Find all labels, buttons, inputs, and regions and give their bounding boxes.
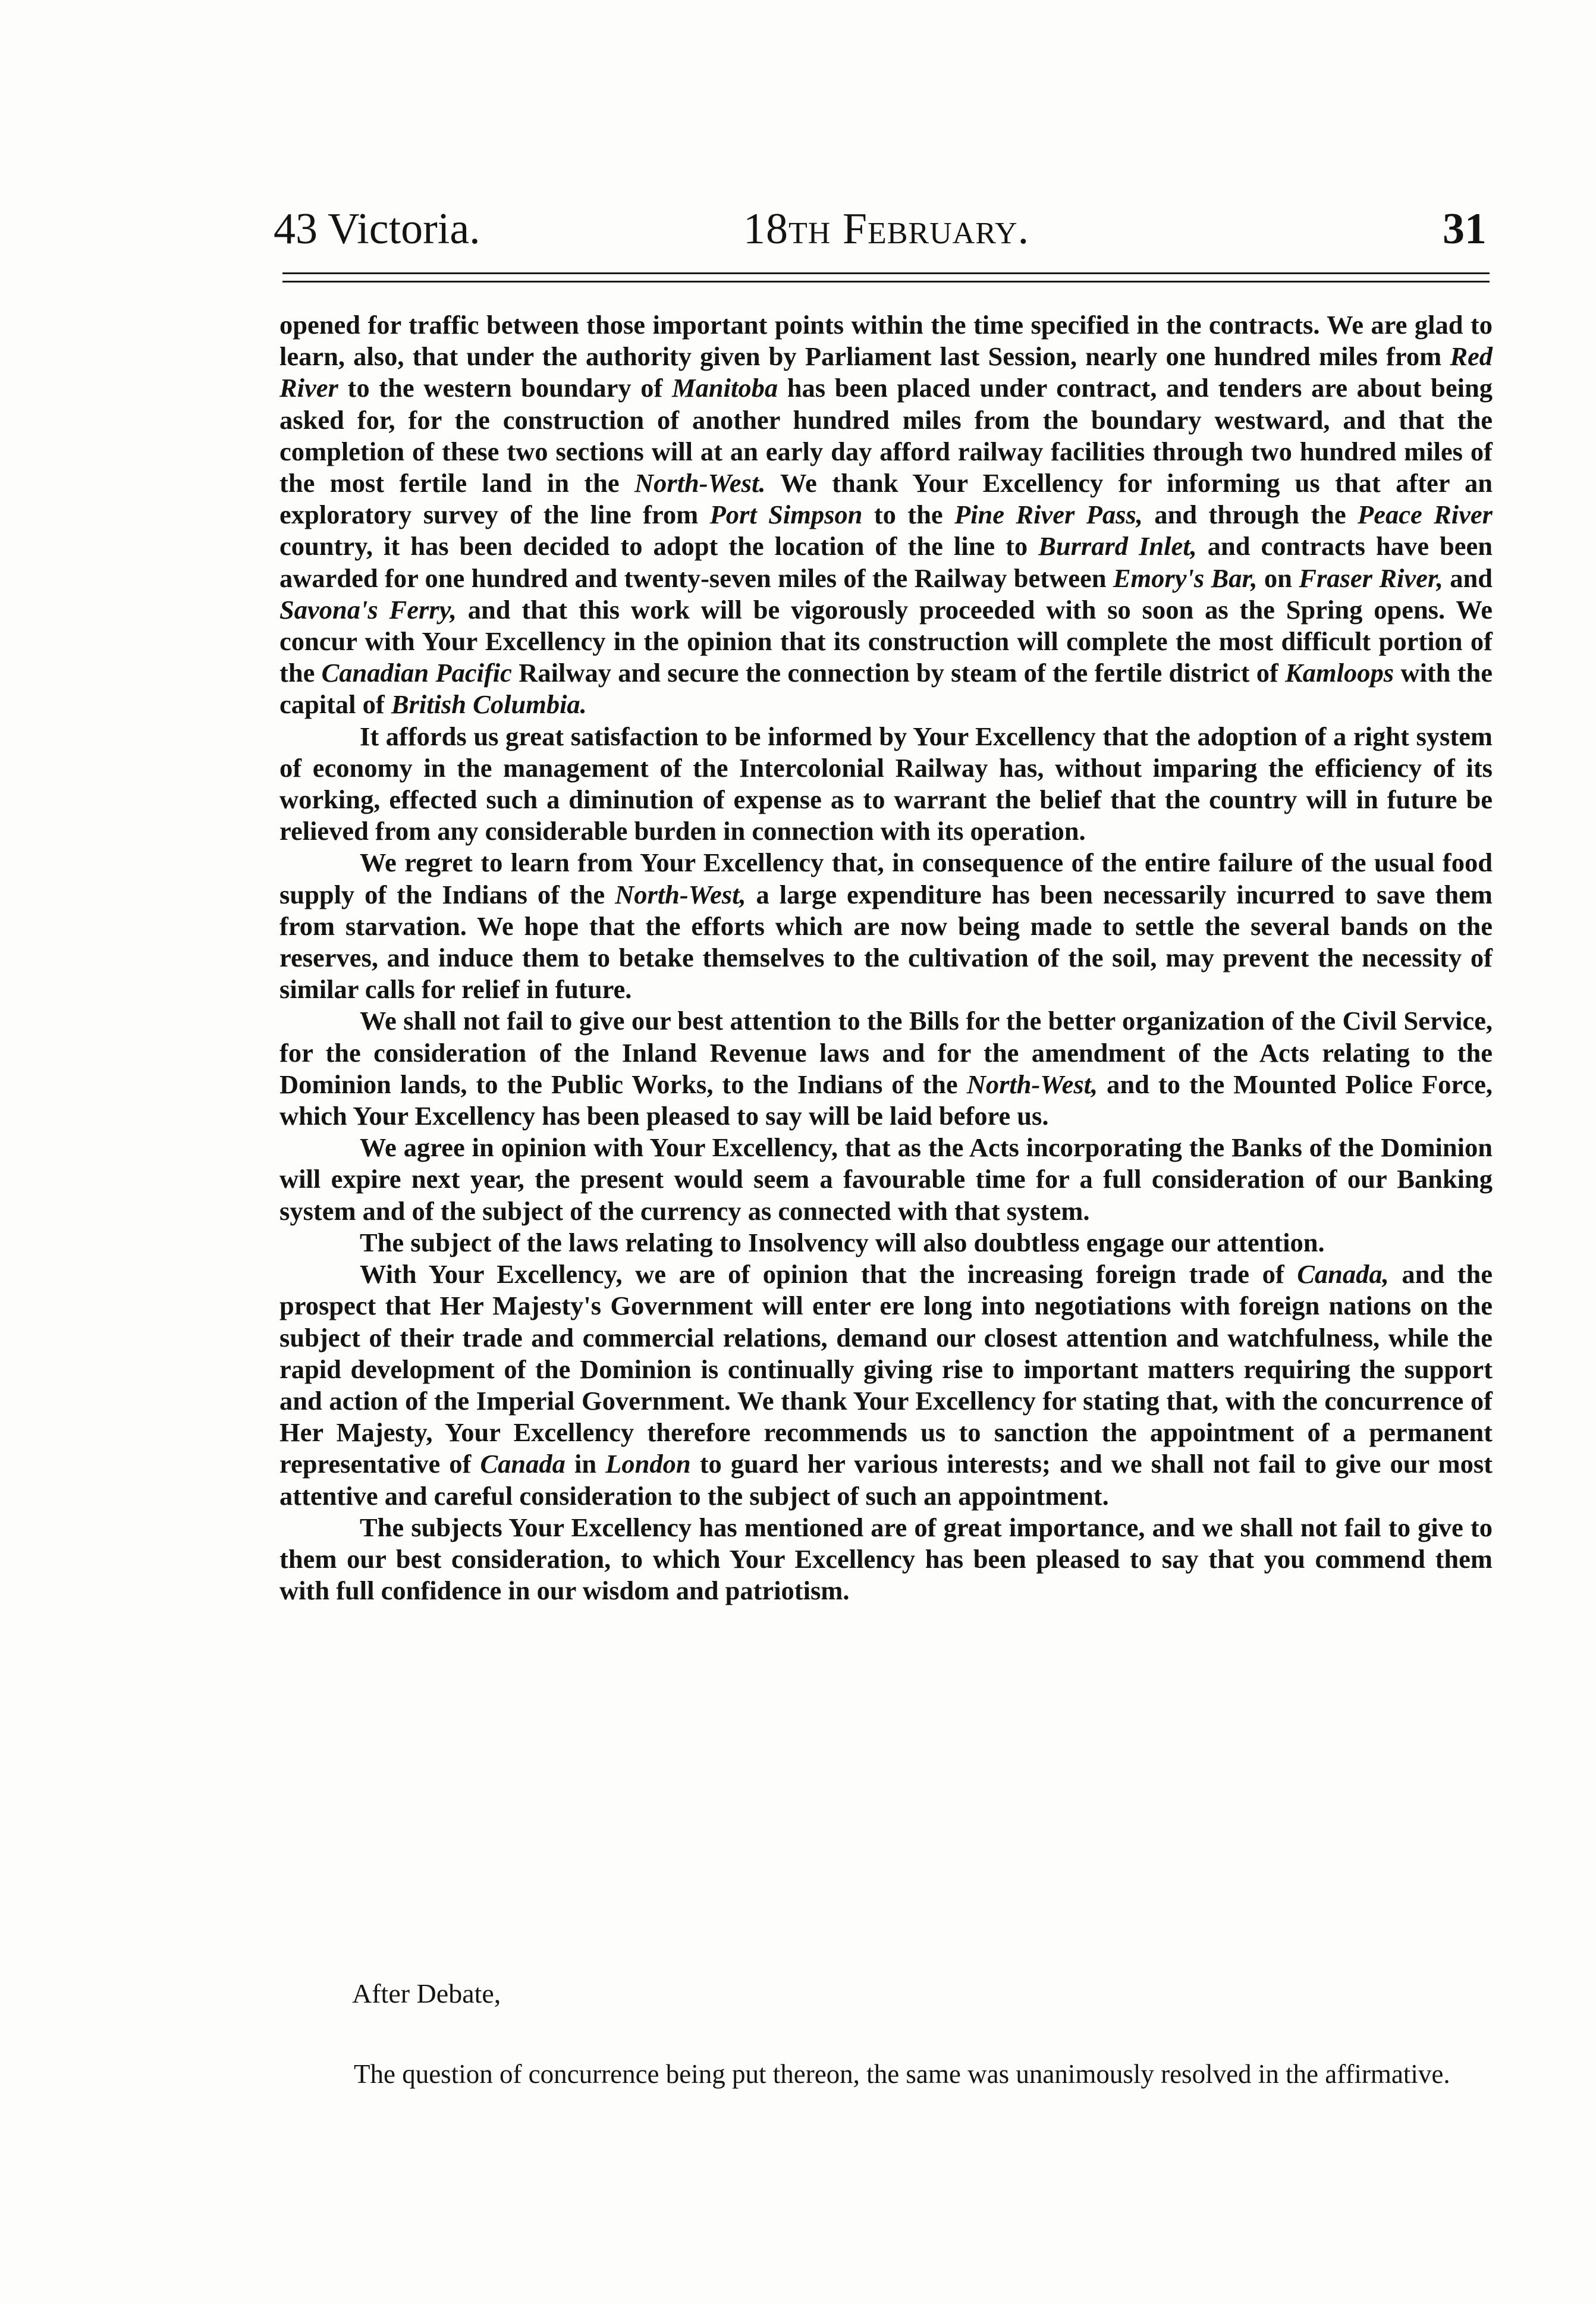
italic-place-name: Canada	[480, 1449, 565, 1479]
paragraph-text: We shall not fail to give our best attention to the Bills for the better organization of the Civil Service, for the consideration of the Inland Revenue laws and for the amendment of the Acts relating to the Dominion lands, to the Public Works, to the Indians of the	[279, 1006, 1493, 1099]
header-rule-bottom	[282, 281, 1490, 283]
body-paragraph	[279, 309, 1493, 721]
body-paragraph	[279, 1227, 1493, 1259]
italic-place-name: Emory's Bar,	[1113, 563, 1258, 593]
italic-place-name: North-West,	[615, 879, 746, 909]
italic-place-name: Pine River Pass,	[954, 500, 1143, 530]
italic-place-name: British Columbia.	[391, 689, 587, 720]
paragraph-text: opened for traffic between those important points within the time specified in the contracts. We are glad to learn, also, that under the authority given by Parliament last Session, nearly one hundred miles from	[279, 310, 1493, 372]
header-session: 43 Victoria.	[274, 205, 480, 253]
body-paragraph	[279, 1512, 1493, 1607]
paragraph-text: We regret to learn from Your Excellency that, in consequence of the entire failure of the usual food supply of the Indians of the	[279, 848, 1493, 909]
paragraph-text: a large expenditure has been necessarily incurred to save them from starvation. We hope that the efforts which are now being made to settle the several bands on the reserves, and induce them to betake themselves to the cultivation of the soil, may prevent the necessity of similar calls for relief in future.	[279, 879, 1493, 1005]
italic-place-name: North-West.	[634, 468, 766, 498]
italic-place-name: North-West,	[966, 1069, 1098, 1099]
paragraph-text: and that this work will be vigorously proceeded with so soon as the Spring opens. We concur with Your Excellency in the opinion that its construction will complete the most difficult portion of the	[279, 594, 1493, 688]
address-body	[279, 309, 1493, 1607]
paragraph-text: With Your Excellency, we are of opinion that the increasing foreign trade of	[360, 1259, 1297, 1289]
italic-place-name: Red River	[279, 341, 1493, 403]
header-date	[743, 196, 1029, 262]
header-date-text: 18th February.	[743, 205, 1030, 253]
body-paragraph	[279, 1132, 1493, 1227]
closing-resolution: The question of concurrence being put thereon, the same was unanimously resolved in the affirmative.	[354, 2059, 1450, 2089]
page-header	[274, 196, 1487, 262]
paragraph-text: and contracts have been awarded for one hundred and twenty-seven miles of the Railway between	[279, 531, 1493, 593]
paragraph-text: in	[565, 1449, 606, 1479]
italic-place-name: Savona's Ferry,	[279, 594, 457, 625]
paragraph-text: and to the Mounted Police Force, which Your Excellency has been pleased to say will be laid before us.	[279, 1069, 1493, 1131]
paragraph-text: The subject of the laws relating to Insolvency will also doubtless engage our attention.	[360, 1227, 1325, 1257]
header-rule-top	[282, 272, 1490, 274]
paragraph-text: to the	[862, 500, 954, 530]
paragraph-text: It affords us great satisfaction to be informed by Your Excellency that the adoption of a right system of economy in the management of the Intercolonial Railway has, without imparing the efficiency of its working, effected such a diminution of expense as to warrant the belief that the country will in future be relieved from any considerable burden in connection with its operation.	[279, 721, 1493, 846]
body-paragraph	[279, 1005, 1493, 1132]
after-debate-line: After Debate,	[352, 1978, 501, 2009]
body-paragraph	[279, 1259, 1493, 1512]
paragraph-text: to the western boundary of	[338, 373, 673, 403]
paragraph-text: We thank Your Excellency for informing us that after an exploratory survey of the line from	[279, 468, 1493, 530]
paragraph-text: has been placed under contract, and tenders are about being asked for, for the construction of another hundred miles from the boundary westward, and that the completion of these two sections will at an early day afford railway facilities through two hundred miles of the most fertile land in the	[279, 373, 1493, 498]
paragraph-text: and	[1443, 563, 1493, 593]
paragraph-text: Railway and secure the connection by steam of the fertile district of	[511, 658, 1286, 688]
paragraph-text: to guard her various interests; and we shall not fail to give our most attentive and careful consideration to the subject of such an appointment.	[279, 1449, 1493, 1511]
paragraph-text: and the prospect that Her Majesty's Government will enter ere long into negotiations with foreign nations on the subject of their trade and commercial relations, demand our closest attention and watchfulness, while the rapid development of the Dominion is continually giving rise to important matters requiring the support and action of the Imperial Government. We thank Your Excellency for stating that, with the concurrence of Her Majesty, Your Excellency therefore recommends us to sanction the appointment of a permanent representative of	[279, 1259, 1493, 1479]
paragraph-text: country, it has been decided to adopt the location of the line to	[279, 531, 1039, 561]
paragraph-text: on	[1257, 563, 1299, 593]
italic-place-name: Canada,	[1297, 1259, 1389, 1289]
paragraph-text: We agree in opinion with Your Excellency, that as the Acts incorporating the Banks of the Dominion will expire next year, the present would seem a favourable time for a full consideration of our Banking system and of the subject of the currency as connected with that system.	[279, 1132, 1493, 1226]
paragraph-text: with the capital of	[279, 658, 1493, 720]
italic-place-name: Burrard Inlet,	[1038, 531, 1197, 561]
italic-place-name: London	[605, 1449, 691, 1479]
italic-place-name: Kamloops	[1285, 658, 1394, 688]
italic-place-name: Peace River	[1358, 500, 1493, 530]
page-number: 31	[1443, 205, 1487, 253]
italic-place-name: Fraser River,	[1299, 563, 1443, 593]
italic-place-name: Canadian Pacific	[321, 658, 512, 688]
italic-place-name: Manitoba	[672, 373, 778, 403]
body-paragraph	[279, 847, 1493, 1005]
italic-place-name: Port Simpson	[709, 500, 863, 530]
body-paragraph	[279, 721, 1493, 848]
paragraph-text: The subjects Your Excellency has mentioned are of great importance, and we shall not fail to give to them our best consideration, to which Your Excellency has been pleased to say that you commend them with full confidence in our wisdom and patriotism.	[279, 1512, 1493, 1606]
paragraph-text: and through the	[1142, 500, 1358, 530]
